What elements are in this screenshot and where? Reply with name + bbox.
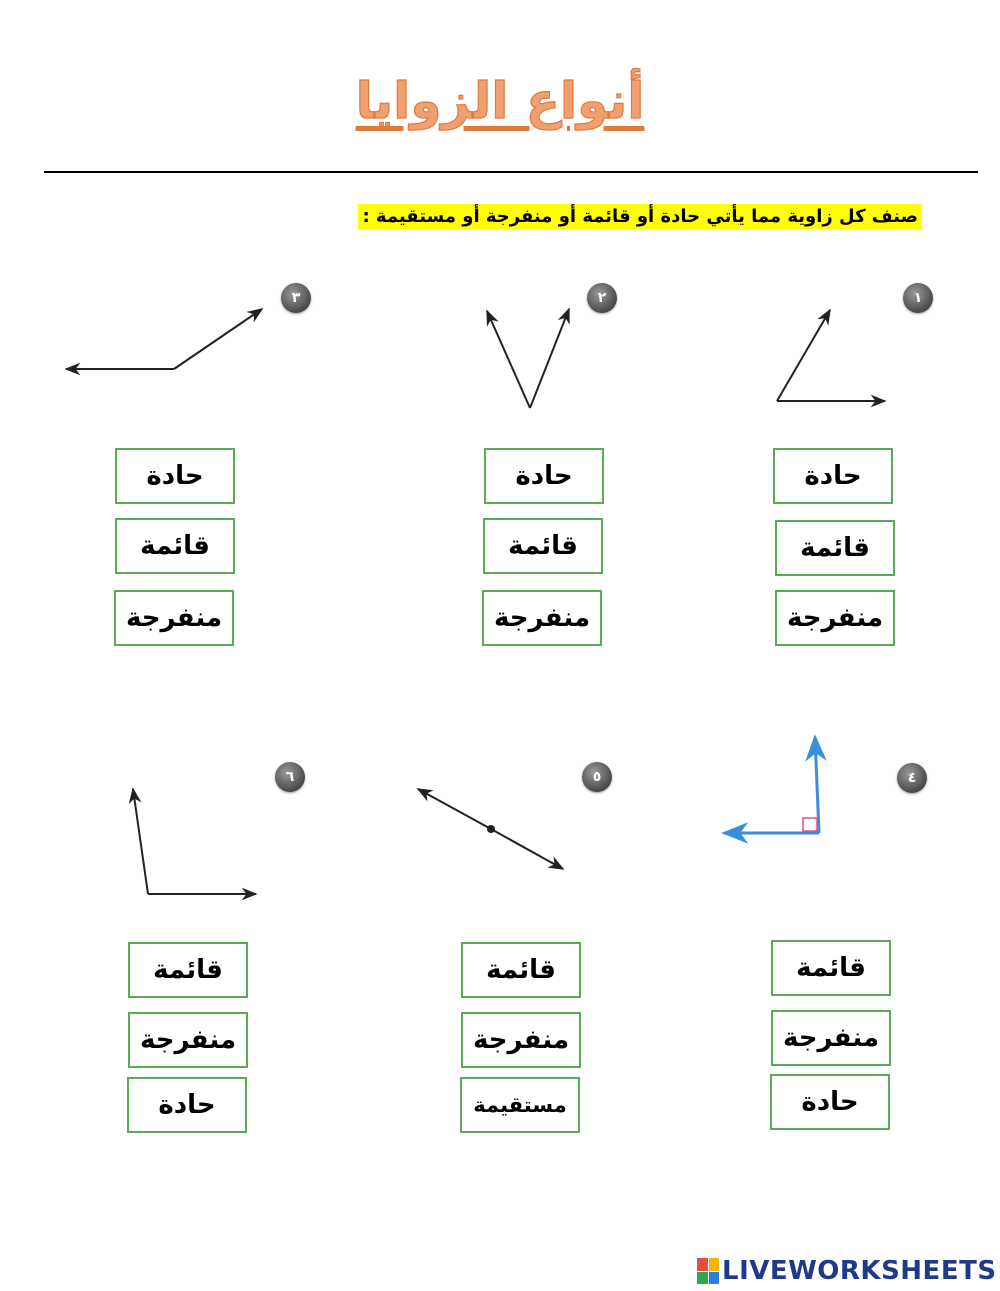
q6-option-2[interactable]: منفرجة <box>128 1012 248 1068</box>
liveworksheets-logo <box>697 1254 997 1288</box>
angle-5-straight <box>418 789 563 869</box>
q6-option-1[interactable]: قائمة <box>128 942 248 998</box>
q1-option-2[interactable]: قائمة <box>775 520 895 576</box>
angle-2-acute <box>487 309 569 408</box>
logo-mark-icon <box>697 1258 719 1284</box>
angle-4-right <box>724 737 819 833</box>
q1-option-1[interactable]: حادة <box>773 448 893 504</box>
angle-6-acute <box>133 789 256 894</box>
q3-option-1[interactable]: حادة <box>115 448 235 504</box>
q2-option-3[interactable]: منفرجة <box>482 590 602 646</box>
question-number-3: ٣ <box>281 283 311 313</box>
page-title: أنواع الزوايا <box>355 72 645 130</box>
logo-text: LIVEWORKSHEETS <box>722 1256 997 1286</box>
angle-3-obtuse <box>66 309 262 369</box>
q1-option-3[interactable]: منفرجة <box>775 590 895 646</box>
q6-option-3[interactable]: حادة <box>127 1077 247 1133</box>
angle-1-acute <box>777 310 885 401</box>
q3-option-2[interactable]: قائمة <box>115 518 235 574</box>
question-number-1: ١ <box>903 283 933 313</box>
q3-option-3[interactable]: منفرجة <box>114 590 234 646</box>
q5-option-2[interactable]: منفرجة <box>461 1012 581 1068</box>
q5-option-3[interactable]: مستقيمة <box>460 1077 580 1133</box>
question-number-2: ٢ <box>587 283 617 313</box>
q2-option-2[interactable]: قائمة <box>483 518 603 574</box>
q4-option-1[interactable]: قائمة <box>771 940 891 996</box>
question-number-4: ٤ <box>897 763 927 793</box>
q2-option-1[interactable]: حادة <box>484 448 604 504</box>
question-number-6: ٦ <box>275 762 305 792</box>
q4-option-3[interactable]: حادة <box>770 1074 890 1130</box>
q5-option-1[interactable]: قائمة <box>461 942 581 998</box>
question-number-5: ٥ <box>582 762 612 792</box>
instruction-text: صنف كل زاوية مما يأتي حادة أو قائمة أو منفرجة أو مستقيمة : <box>358 204 922 229</box>
q4-option-2[interactable]: منفرجة <box>771 1010 891 1066</box>
